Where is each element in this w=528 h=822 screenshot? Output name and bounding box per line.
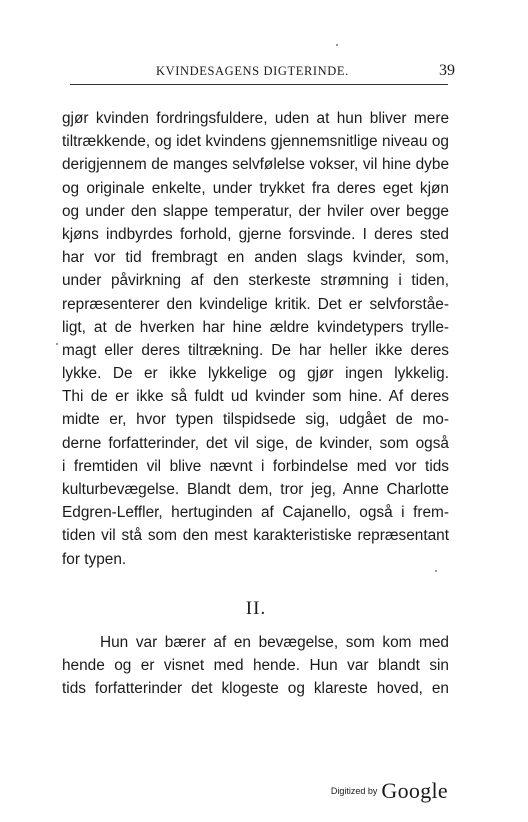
text-line: kulturbevægelse. Blandt dem, tror jeg, Anne Charlotte bbox=[62, 481, 449, 498]
text-line: i fremtiden vil blive nævnt i forbindelse med vor tids bbox=[62, 457, 449, 475]
text-line: midte er, hvor typen tilspidsede sig, udgået de mo- bbox=[62, 411, 449, 429]
text-line: magt eller deres tiltrækning. De har heller ikke deres bbox=[62, 341, 449, 359]
text-line: har vor tid frembragt en anden slags kvinder, som, bbox=[62, 249, 449, 267]
text-line: under påvirkning af den sterkeste strømning i tiden, bbox=[62, 272, 449, 290]
text-line: lykke. De er ikke lykkelige og gjør ingen lykkelig. bbox=[62, 365, 449, 383]
scan-speck bbox=[56, 343, 58, 345]
google-logo: Google bbox=[381, 778, 448, 803]
paragraph-2 bbox=[62, 631, 449, 701]
text-line: gjør kvinden fordringsfuldere, uden at hun bliver mere bbox=[62, 110, 449, 127]
text-line: kjøns indbyrdes forhold, gjerne forsvinde. I deres sted bbox=[62, 225, 449, 243]
text-line: ligt, at de hverken har hine ældre kvindetypers trylle- bbox=[62, 318, 449, 336]
digitization-watermark bbox=[331, 778, 448, 804]
text-line: og under den slappe temperatur, der hviler over begge bbox=[62, 202, 449, 220]
scan-speck bbox=[435, 570, 437, 572]
text-line: derne forfatterinder, det vil sige, de kvinder, som også bbox=[62, 434, 449, 452]
text-line: Thi de er ikke så fuldt ud kvinder som hine. Af deres bbox=[62, 388, 449, 406]
text-line: Hun var bærer af en bevægelse, som kom med bbox=[100, 634, 449, 651]
section-heading: II. bbox=[245, 598, 267, 619]
text-line: hende og er visnet med hende. Hun var blandt sin bbox=[62, 657, 449, 675]
running-title: KVINDESAGENS DIGTERINDE. bbox=[156, 64, 349, 78]
scan-speck bbox=[336, 44, 338, 46]
paragraph-1 bbox=[62, 107, 449, 571]
text-line: repræsenterer den kvindelige kritik. Det er selvforståe- bbox=[62, 295, 449, 313]
text-line: tiden vil stå som den mest karakteristiske repræsentant bbox=[62, 527, 449, 545]
text-line: Edgren-Leffler, hertuginden af Cajanello, også i frem- bbox=[62, 504, 449, 522]
text-line: for typen. bbox=[62, 550, 127, 568]
text-line: derigjennem de manges selvfølelse vokser, vil hine dybe bbox=[62, 156, 449, 174]
header-rule bbox=[70, 84, 448, 85]
running-header bbox=[70, 62, 455, 82]
page-number: 39 bbox=[439, 62, 455, 79]
digitized-label: Digitized by bbox=[330, 786, 378, 796]
text-line: og originale enkelte, under trykket fra deres eget kjøn bbox=[62, 179, 449, 197]
text-line: tids forfatterinder det klogeste og klareste hoved, en bbox=[62, 680, 449, 698]
text-line: tiltrækkende, og idet kvindens gjennemsnitlige niveau og bbox=[62, 133, 449, 151]
